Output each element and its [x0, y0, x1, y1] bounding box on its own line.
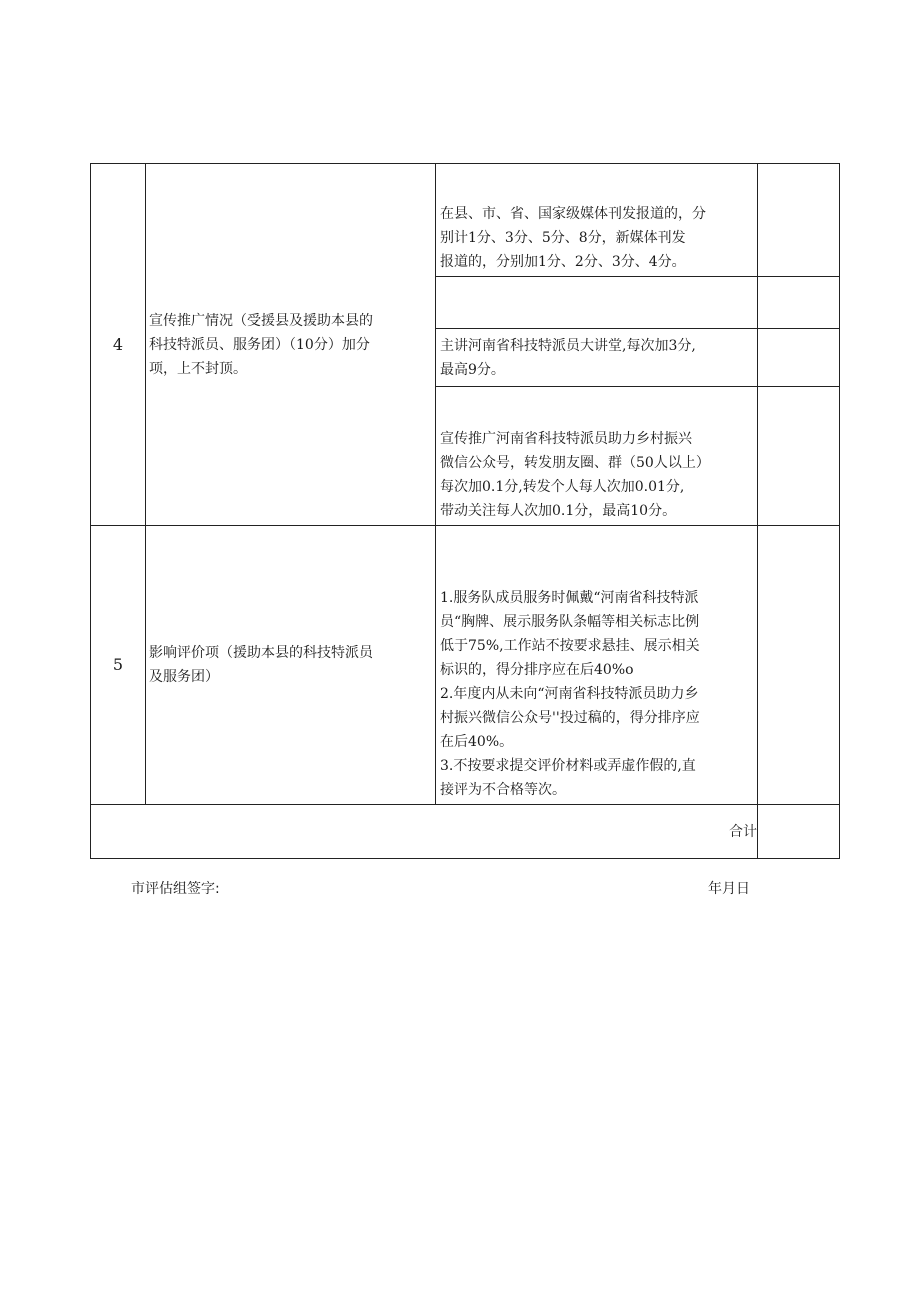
row-number-cell: 5 [91, 526, 146, 805]
table-row-4 [91, 164, 840, 277]
rule-line: 接评为不合格等次。 [440, 782, 566, 798]
item-line: 宣传推广情况（受援县及援助本县的 [149, 312, 373, 329]
rule-line: 3.不按要求提交评价材料或弄虚作假的,直 [440, 758, 696, 774]
evaluation-table [90, 163, 840, 859]
item-line: 科技特派员、服务团）（10分）加分 [149, 336, 370, 353]
score-cell[interactable] [758, 329, 840, 387]
rule-line: 别计1分、3分、5分、8分，新媒体刊发 [440, 230, 686, 246]
rule-line: 每次加0.1分,转发个人每人次加0.01分, [440, 479, 685, 495]
total-label: 合计 [91, 805, 758, 859]
item-description-cell [146, 164, 436, 526]
rule-line: 宣传推广河南省科技特派员助力乡村振兴 [440, 431, 692, 447]
signature-label: 市评估组签字: [131, 881, 220, 897]
rule-line: 在县、市、省、国家级媒体刊发报道的，分 [440, 206, 706, 222]
rule-line: 在后40%。 [440, 734, 514, 750]
scoring-rule-cell [436, 164, 758, 277]
rule-line: 主讲河南省科技特派员大讲堂,每次加3分, [440, 337, 696, 354]
score-cell[interactable] [758, 164, 840, 277]
rule-line: 1.服务队成员服务时佩戴“河南省科技特派 [440, 590, 699, 606]
rule-line: 村振兴微信公众号''投过稿的，得分排序应 [440, 710, 700, 726]
item-line: 影响评价项（援助本县的科技特派员 [149, 645, 373, 661]
rule-line: 报道的，分别加1分、2分、3分、4分。 [440, 254, 686, 270]
rule-line: 2.年度内从未向“河南省科技特派员助力乡 [440, 686, 699, 702]
scoring-rule-cell [436, 329, 758, 387]
total-row [91, 805, 840, 859]
score-cell[interactable] [758, 387, 840, 526]
rule-line: 标识的，得分排序应在后40%o [440, 662, 634, 678]
table-row-5 [91, 526, 840, 805]
rule-line: 低于75%,工作站不按要求悬挂、展示相关 [440, 638, 700, 654]
rule-line: 微信公众号，转发朋友圈、群（50人以上） [440, 455, 710, 471]
date-label: 年月日 [708, 881, 750, 897]
row-number-cell: 4 [91, 164, 146, 526]
score-cell[interactable] [758, 526, 840, 805]
item-line: 及服务团） [149, 669, 219, 685]
total-score-cell[interactable] [758, 805, 840, 859]
scoring-rule-cell-empty [436, 277, 758, 329]
scoring-rule-cell [436, 526, 758, 805]
item-description-cell [146, 526, 436, 805]
rule-line: 员“胸牌、展示服务队条幅等相关标志比例 [440, 614, 700, 630]
item-line: 项，上不封顶。 [149, 360, 247, 377]
scoring-rule-cell [436, 387, 758, 526]
score-cell[interactable] [758, 277, 840, 329]
rule-line: 最高9分。 [440, 361, 505, 378]
rule-line: 带动关注每人次加0.1分，最高10分。 [440, 503, 677, 519]
